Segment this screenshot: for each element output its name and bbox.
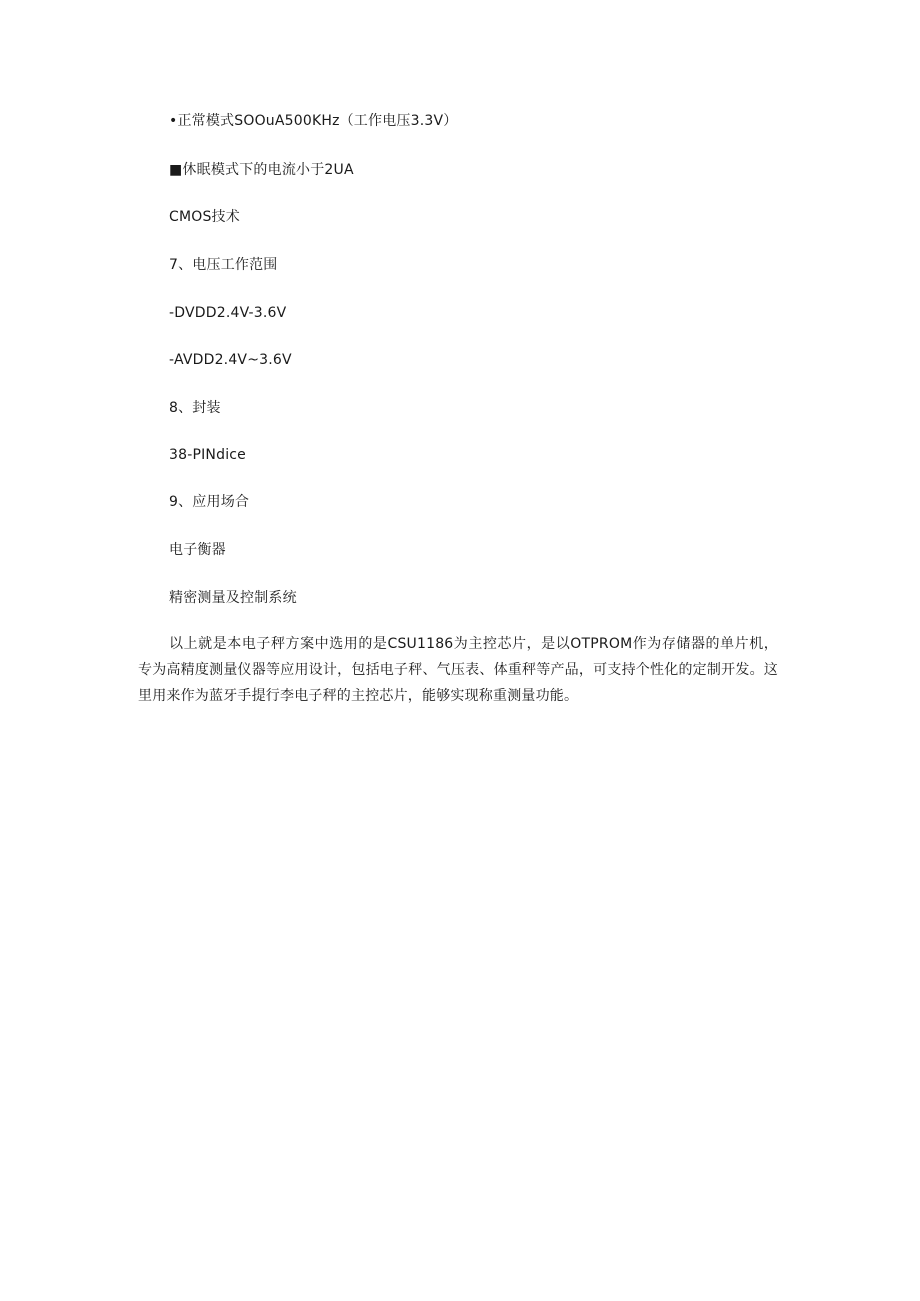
application-measurement-line: 精密测量及控制系统 bbox=[169, 590, 297, 606]
voltage-range-heading: 7、电压工作范围 bbox=[169, 257, 278, 273]
application-scale-line: 电子衡器 bbox=[169, 542, 226, 558]
package-line: 38-PINdice bbox=[169, 447, 246, 463]
cmos-line: CMOS技术 bbox=[169, 209, 240, 225]
summary-paragraph: 以上就是本电子秤方案中选用的是CSU1186为主控芯片，是以OTPROM作为存储器的单片机，专为高精度测量仪器等应用设计，包括电子秤、气压表、体重秤等产品，可支持个性化的定制开发。这里用来作为蓝牙手提行李电子秤的主控芯片，能够实现称重测量功能。 bbox=[138, 636, 778, 704]
sleep-mode-line: ■休眠模式下的电流小于2UA bbox=[169, 162, 354, 178]
avdd-line: -AVDD2.4V~3.6V bbox=[169, 352, 292, 368]
normal-mode-line: •正常模式SOOuA500KHz（工作电压3.3V） bbox=[169, 113, 458, 129]
dvdd-line: -DVDD2.4V-3.6V bbox=[169, 305, 287, 321]
applications-heading: 9、应用场合 bbox=[169, 494, 250, 510]
package-heading: 8、封装 bbox=[169, 400, 221, 416]
